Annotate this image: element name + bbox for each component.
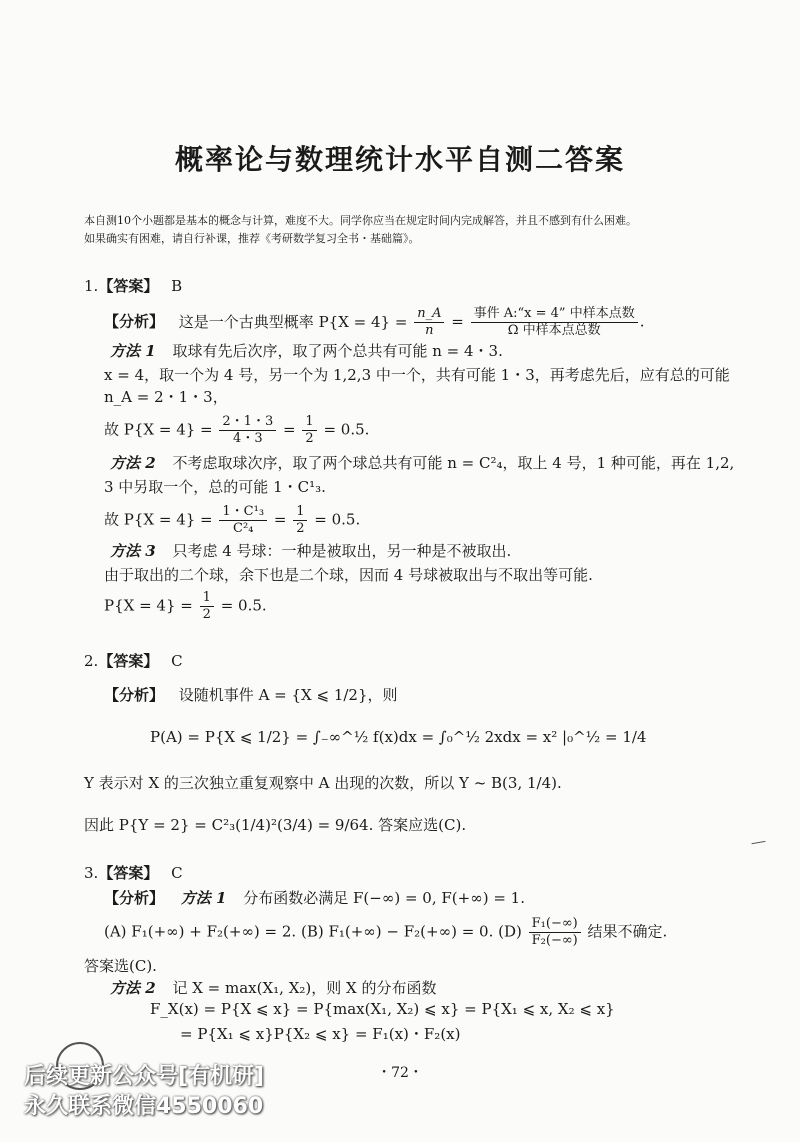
q1-method3-line2: 由于取出的二个球，余下也是二个球，因而 4 号球被取出与不取出等可能. [104, 566, 593, 584]
scan-mark [751, 841, 766, 850]
q3-select-line: 答案选(C). [84, 957, 157, 975]
q1-method3-result: P{X = 4} = $\frac{1}{2}$ = 0.5. [104, 590, 267, 622]
fraction: $\frac{1}{2}$ [293, 504, 307, 537]
intro-line-2: 如果确实有困难，请自行补课，推荐《考研数学复习全书・基础篇》。 [84, 232, 420, 245]
q2-line-y: Y 表示对 X 的三次独立重复观察中 A 出现的次数，所以 Y ~ B(3, 1/4). [84, 774, 562, 792]
q2-formula: P(A) = P{X ⩽ 1/2} = ∫₋∞^½ f(x)dx = ∫₀^½ 2xdx = x² |₀^½ = 1/4 [150, 728, 647, 746]
q3-options: (A) F₁(+∞) + F₂(+∞) = 2. (B) F₁(+∞) − F₂(+∞) = 0. (D) $\frac{\text{F₁(−∞)}}{\text{F₂(−∞)}}$ 结果不确定. [104, 916, 668, 948]
q2-answer: C [171, 652, 183, 670]
fraction: $\frac{1}{2}$ [302, 414, 316, 447]
q1-analysis: 【分析】 这是一个古典型概率 P{X = 4} = $\frac{n\_A}{n}$ = $\frac{\text{事件 A:“x = 4” 中样本点数}}{\text{Ω 中样本点总数}}$ . [104, 306, 645, 338]
intro-line-1: 本自测10个小题都是基本的概念与计算，难度不大。同学你应当在规定时间内完成解答，并且不感到有什么困难。 [84, 214, 637, 227]
fraction: $\frac{n\_A}{n}$ [414, 306, 444, 339]
fraction: $\frac{\text{事件 A:“x = 4” 中样本点数}}{\text{Ω 中样本点总数}}$ [471, 306, 638, 339]
q3-analysis: 【分析】 方法 1 分布函数必满足 F(−∞) = 0, F(+∞) = 1. [104, 889, 525, 907]
q3-method2: 方法 2 记 X = max(X₁, X₂)，则 X 的分布函数 [110, 979, 437, 997]
watermark [24, 1062, 264, 1122]
page-title: 概率论与数理统计水平自测二答案 [174, 143, 625, 176]
q1-method2: 方法 2 不考虑取球次序，取了两个球总共有可能 n = C²₄，取上 4 号，1 种可能，再在 1,2, [110, 454, 735, 472]
q2-heading: 2.【答案】 C [84, 652, 183, 670]
q3-answer: C [171, 864, 183, 882]
watermark-line-1: 后续更新公众号[有机研] [24, 1064, 265, 1089]
fraction: $\frac{1}{2}$ [200, 590, 214, 623]
q1-answer: B [171, 277, 183, 295]
fraction: $\frac{\text{F₁(−∞)}}{\text{F₂(−∞)}}$ [529, 916, 581, 949]
fraction: $\frac{2・1・3}{4・3}$ [219, 414, 276, 447]
q1-method2-result: 故 P{X = 4} = $\frac{\text{1・C¹₃}}{\text{C²₄}}$ = $\frac{1}{2}$ = 0.5. [104, 504, 361, 536]
page-number: ・72・ [377, 1065, 423, 1081]
q1-method1-line2: x = 4，取一个为 4 号，另一个为 1,2,3 中一个，共有可能 1・3，再考虑先后，应有总的可能 [104, 366, 730, 384]
q1-method1-line3: n_A = 2・1・3， [104, 388, 228, 406]
q3-heading: 3.【答案】 C [84, 864, 183, 882]
q2-line-result: 因此 P{Y = 2} = C²₃(1/4)²(3/4) = 9/64. 答案应选(C). [84, 816, 467, 834]
fraction: $\frac{\text{1・C¹₃}}{\text{C²₄}}$ [219, 504, 267, 537]
q1-method1-result: 故 P{X = 4} = $\frac{2・1・3}{4・3}$ = $\frac{1}{2}$ = 0.5. [104, 414, 370, 446]
q3-formula-2: = P{X₁ ⩽ x}P{X₂ ⩽ x} = F₁(x)・F₂(x) [180, 1025, 461, 1043]
watermark-line-2: 永久联系微信4550060 [24, 1094, 264, 1119]
q2-analysis: 【分析】 设随机事件 A = {X ⩽ 1/2}，则 [104, 686, 398, 704]
q1-heading: 1.【答案】 B [84, 277, 183, 295]
q1-method1: 方法 1 取球有先后次序，取了两个总共有可能 n = 4・3. [110, 342, 503, 360]
intro-paragraph [84, 212, 744, 248]
q1-method3: 方法 3 只考虑 4 号球：一种是被取出，另一种是不被取出. [110, 542, 512, 560]
q3-formula-1: F_X(x) = P{X ⩽ x} = P{max(X₁, X₂) ⩽ x} = P{X₁ ⩽ x, X₂ ⩽ x} [150, 1000, 615, 1018]
q1-method2-line2: 3 中另取一个，总的可能 1・C¹₃. [104, 478, 326, 496]
